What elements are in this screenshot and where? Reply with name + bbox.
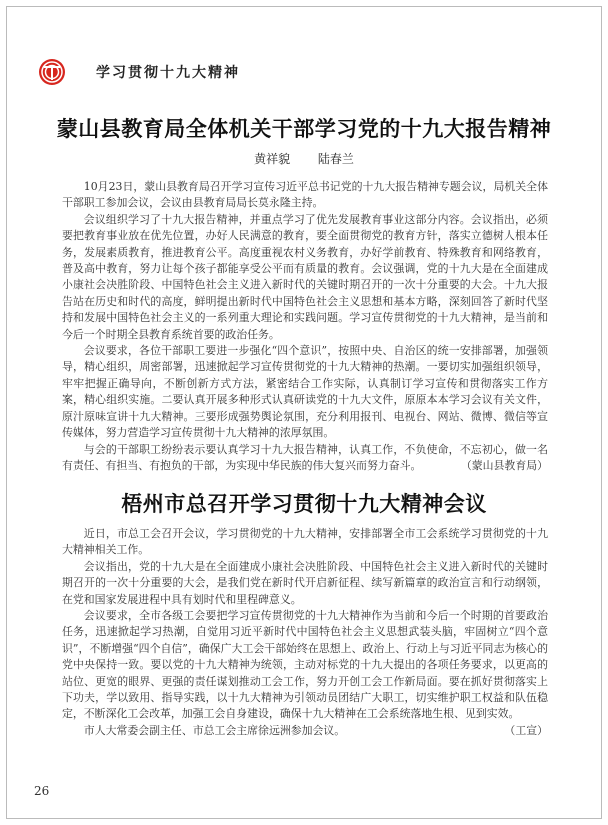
paragraph — [62, 723, 548, 739]
union-logo-icon — [38, 58, 66, 86]
article1-title: 蒙山县教育局全体机关干部学习党的十九大报告精神 — [56, 116, 552, 141]
article2-title: 梧州市总召开学习贯彻十九大精神会议 — [121, 491, 487, 516]
article-source: （蒙山县教育局） — [460, 458, 548, 472]
paragraph-text: 市人大常委会副主任、市总工会主席徐远洲参加会议。 — [83, 723, 346, 737]
paragraph: 10月23日，蒙山县教育局召开学习宣传习近平总书记党的十九大报告精神专题会议，局机关全体干部职工参加会议，会议由县教育局局长莫永隆主持。 — [62, 180, 548, 210]
paragraph — [62, 442, 548, 475]
paragraph: 会议组织学习了十九大报告精神，并重点学习了优先发展教育事业这部分内容。会议指出，必须要把教育事业放在优先位置，办好人民满意的教育，要全面贯彻党的教育方针，落实立德树人根本任务，发展素质教育，推进教育公平。高度重视农村义务教育，办好学前教育、特殊教育和网络教育，普及高中教育，努力让每个孩子都能享受公平而有质量的教育。会议强调，党的十九大是在全面建成小康社会决胜阶段、中国特色社会主义进入新时代的关键时期召开的一次十分重要的大会。十九大报告站在历史和时代的高度，鲜明提出新时代中国特色社会主义思想和基本方略，深刻回答了新时代坚持和发展中国特色社会主义的一系列重大理论和实践问题。学习宣传贯彻党的十九大精神，是当前和今后一个时期全县教育系统首要的政治任务。 — [62, 212, 548, 341]
author: 陆春兰 — [317, 152, 354, 166]
article1-authors — [0, 150, 608, 167]
author: 黄祥貌 — [254, 152, 291, 166]
paragraph: 近日，市总工会召开会议，学习贯彻党的十九大精神，安排部署全市工会系统学习贯彻党的十九大精神相关工作。 — [62, 527, 548, 557]
column-header: 学习贯彻十九大精神 — [96, 65, 240, 81]
page-number: 26 — [34, 784, 50, 798]
paragraph: 会议要求，全市各级工会要把学习宣传贯彻党的十九大精神作为当前和今后一个时期的首要政治任务，迅速掀起学习热潮，自觉用习近平新时代中国特色社会主义思想武装头脑，牢固树立“四个意识”，不断增强“四个自信”，确保广大工会干部始终在思想上、政治上、行动上与习近平同志为核心的党中央保持一致。要以党的十九大精神为统领，主动对标党的十九大提出的各项任务要求，以更高的站位、更宽的眼界、更强的责任谋划推动工会工作，努力开创工会工作新局面。要在抓好贯彻落实上下功夫，学以致用、指导实践，以十九大精神为引领动员团结广大职工，切实维护职工权益和队伍稳定，不断深化工会改革，加强工会自身建设，确保十九大精神在工会系统落地生根、见到实效。 — [62, 609, 548, 721]
article-source: （工宣） — [504, 723, 548, 737]
paragraph: 会议要求，各位干部职工要进一步强化“四个意识”，按照中央、自治区的统一安排部署，加强领导，精心组织，周密部署，迅速掀起学习宣传贯彻党的十九大精神的热潮。一要切实加强组织领导，牢牢把握正确导向，不断创新方式方法，紧密结合工作实际，认真制订学习宣传和贯彻落实工作方案，精心组织实施。二要认真开展多种形式认真研读党的十九大文件，原原本本学习会议有关文件，原汁原味宣讲十九大精神。三要形成强势舆论氛围，充分利用报刊、电视台、网站、微博、微信等宣传媒体，努力营造学习宣传贯彻十九大精神的浓厚氛围。 — [62, 344, 548, 440]
article1-body — [62, 179, 548, 474]
paragraph: 会议指出，党的十九大是在全面建成小康社会决胜阶段、中国特色社会主义进入新时代的关键时期召开的一次十分重要的大会，是我们党在新时代开启新征程、续写新篇章的政治宣言和行动纲领，在党和国家发展进程中具有划时代和里程碑意义。 — [62, 559, 548, 606]
article2-body — [62, 526, 548, 739]
paragraph-text: 与会的干部职工纷纷表示要认真学习十九大报告精神，认真工作，不负使命，不忘初心，做一名有责任、有担当、有抱负的干部，为实现中华民族的伟大复兴而努力奋斗。 — [62, 442, 548, 472]
